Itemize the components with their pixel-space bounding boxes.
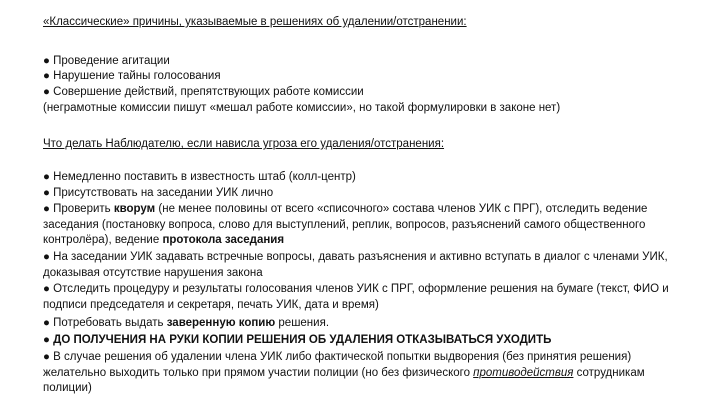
quorum-text-pre: ● Проверить [43,203,114,215]
section1-item-agitation: ● Проведение агитации [43,55,170,67]
section2-item-counter-questions: ● На заседании УИК задавать встречные вопросы, давать разъяснения и активно вступать в диалог с членами УИК, доказывая отсутствие нарушения закона [43,251,668,279]
section2-heading: Что делать Наблюдателю, если нависла угроза его удаления/отстранения: [43,138,445,150]
section1-item-obstruction: ● Совершение действий, препятствующих работе комиссии [43,86,364,98]
quorum-text-post: (не менее половины от всего «списочного» состава членов УИК с ПРГ), отследить ведение заседания (постановку вопроса, слово для выступлений, реплик, вопросов, разъяснений самого общественного контролёра), ведение [43,203,648,246]
copy-text-post: решения. [275,317,330,329]
section2-item-quorum [43,202,693,249]
section2-item-attend: ● Присутствовать на заседании УИК лично [43,187,274,199]
copy-text-pre: ● Потребовать выдать [43,317,167,329]
police-text-post: сотрудникам полиции) [43,366,645,394]
section1-heading: «Классические» причины, указываемые в решениях об удалении/отстранении: [43,16,467,28]
section2-item-notify-hq: ● Немедленно поставить в известность штаб (колл-центр) [43,171,356,183]
police-text-pre: ● В случае решения об удалении члена УИК либо фактической попытки выдворения (без принятия решения) желательно выходить только при прямом участии полиции (но без физического [43,351,632,379]
section2-item-police [43,350,693,397]
section2-item-refuse-to-leave: ● ДО ПОЛУЧЕНИЯ НА РУКИ КОПИИ РЕШЕНИЯ ОБ УДАЛЕНИЯ ОТКАЗЫВАТЬСЯ УХОДИТЬ [43,334,552,346]
protocol-bold: протокола заседания [162,234,285,246]
section2-item-voting-procedure: ● Отследить процедуру и результаты голосования членов УИК с ПРГ, оформление решения на бумаге (текст, ФИО и подписи председателя и секретаря, печать УИК, дата и время) [43,283,669,311]
section2-item-copy [43,316,693,332]
counteraction-emphasis: противодействия [473,366,574,379]
section1-note: (неграмотные комиссии пишут «мешал работе комиссии», но такой формулировки в законе нет) [43,102,561,114]
copy-bold: заверенную копию [166,317,276,329]
section1-item-secrecy: ● Нарушение тайны голосования [43,70,221,82]
quorum-bold: кворум [113,203,156,215]
